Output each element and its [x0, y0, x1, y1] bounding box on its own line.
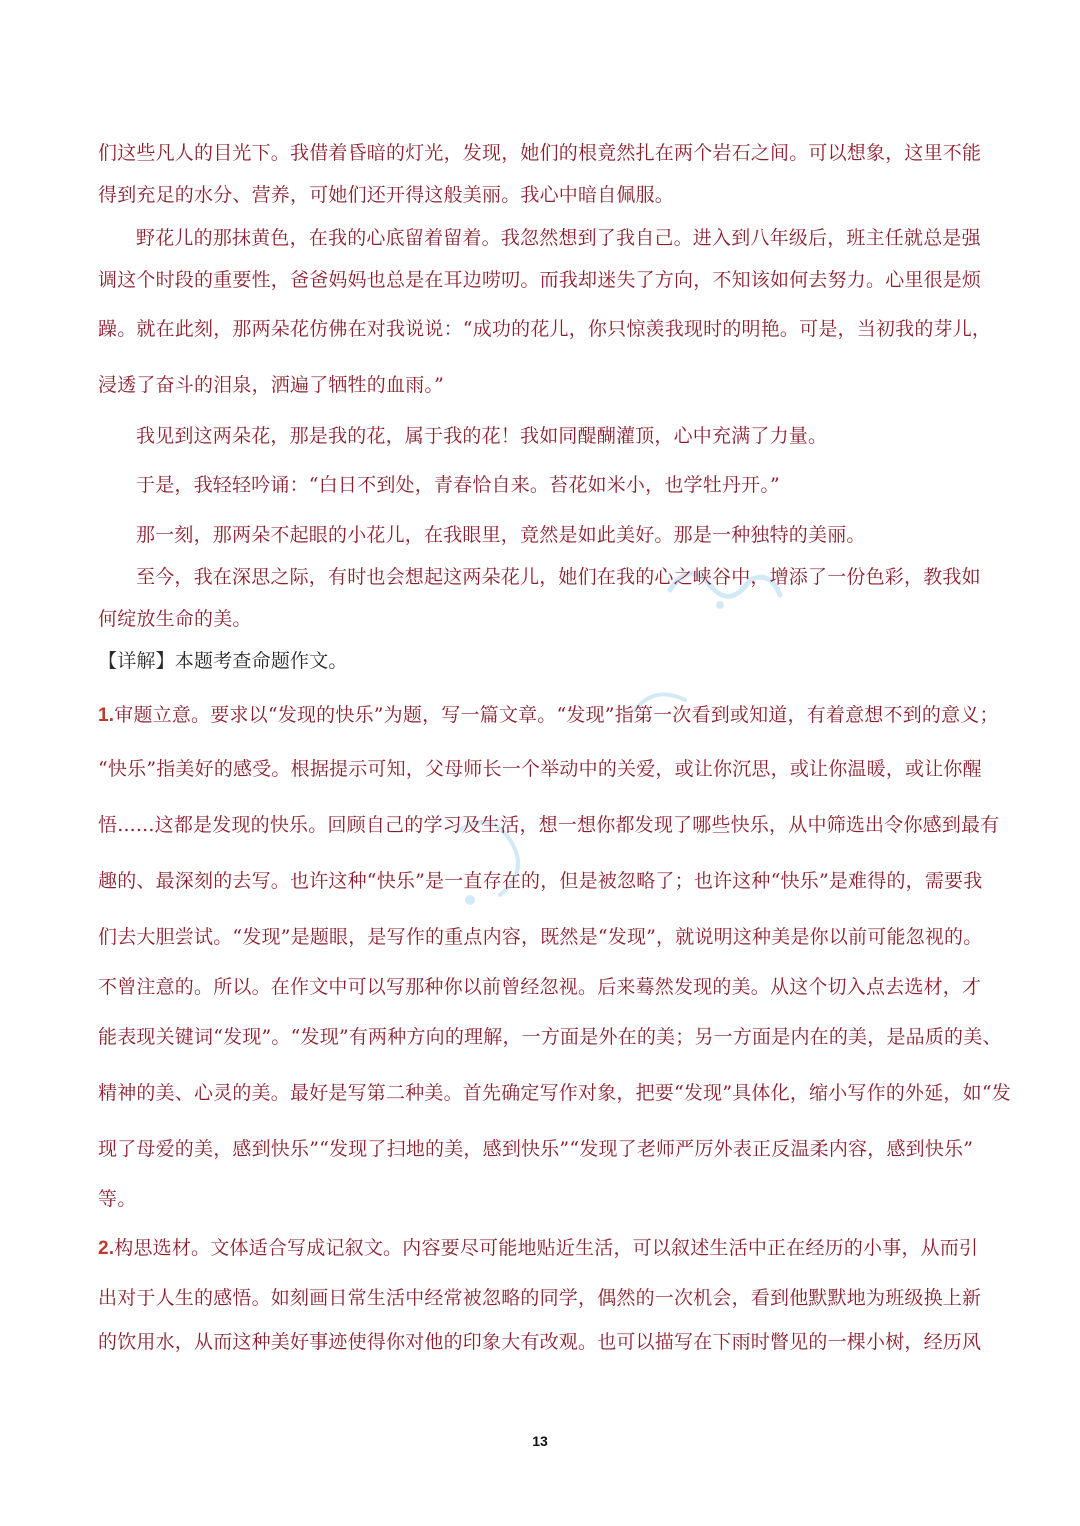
section1-line: 精神的美、心灵的美。最好是写第二种美。首先确定写作对象，把要“发现”具体化，缩小写作的外延，如“发: [98, 1082, 1011, 1104]
section1-line: 能表现关键词“发现”。“发现”有两种方向的理解，一方面是外在的美；另一方面是内在的美，是品质的美、: [98, 1026, 1002, 1048]
paragraph-line: 浸透了奋斗的泪泉，洒遍了牺牲的血雨。”: [98, 374, 445, 396]
section1-line: 趣的、最深刻的去写。也许这种“快乐”是一直存在的，但是被忽略了；也许这种“快乐”是难得的，需要我: [98, 870, 983, 892]
section1-line: “快乐”指美好的感受。根据提示可知，父母师长一个举动中的关爱，或让你沉思，或让你温暖，或让你醒: [98, 758, 982, 780]
paragraph-line: 得到充足的水分、营养，可她们还开得这般美丽。我心中暗自佩服。: [98, 184, 675, 206]
section1-line: 等。: [98, 1188, 137, 1210]
paragraph-line: 们这些凡人的目光下。我借着昏暗的灯光，发现，她们的根竟然扎在两个岩石之间。可以想象，这里不能: [98, 142, 982, 164]
paragraph-line: 至今，我在深思之际，有时也会想起这两朵花儿，她们在我的心之峡谷中，增添了一份色彩，教我如: [136, 566, 981, 588]
section2-line: [98, 1235, 988, 1262]
paragraph-line: 那一刻，那两朵不起眼的小花儿，在我眼里，竟然是如此美好。那是一种独特的美丽。: [136, 524, 866, 546]
detail-label: 【详解】: [98, 650, 175, 672]
section2-line: 出对于人生的感悟。如刻画日常生活中经常被忽略的同学，偶然的一次机会，看到他默默地为班级换上新: [98, 1287, 982, 1309]
page-number: 13: [532, 1433, 548, 1449]
section1-number: 1.: [98, 705, 115, 726]
section1-text: 审题立意。要求以“发现的快乐”为题，写一篇文章。“发现”指第一次看到或知道，有着意想不到的意义；: [114, 704, 999, 726]
detail-text: 本题考查命题作文。: [174, 650, 348, 672]
section1-line: 悟......这都是发现的快乐。回顾自己的学习及生活，想一想你都发现了哪些快乐，从中筛选出令你感到最有: [98, 814, 1000, 836]
paragraph-line: 调这个时段的重要性，爸爸妈妈也总是在耳边唠叨。而我却迷失了方向，不知该如何去努力。心里很是烦: [98, 269, 982, 291]
paragraph-line: 躁。就在此刻，那两朵花仿佛在对我说说：“成功的花儿，你只惊羡我现时的明艳。可是，当初我的芽儿，: [98, 318, 992, 340]
section1-line: [98, 702, 999, 729]
paragraph-line: 我见到这两朵花，那是我的花，属于我的花！我如同醍醐灌顶，心中充满了力量。: [136, 425, 828, 447]
paragraph-line: 于是，我轻轻吟诵：“白日不到处，青春恰自来。苔花如米小，也学牡丹开。”: [136, 474, 780, 496]
section1-line: 们去大胆尝试。“发现”是题眼，是写作的重点内容，既然是“发现”，就说明这种美是你以前可能忽视的。: [98, 926, 983, 948]
section2-line: 的饮用水，从而这种美好事迹使得你对他的印象大有改观。也可以描写在下雨时瞥见的一棵小树，经历风: [98, 1331, 982, 1353]
paragraph-line: 何绽放生命的美。: [98, 608, 252, 630]
paragraph-line: 野花儿的那抹黄色，在我的心底留着留着。我忽然想到了我自己。进入到八年级后，班主任就总是强: [136, 227, 981, 249]
section1-line: 不曾注意的。所以。在作文中可以写那种你以前曾经忽视。后来蓦然发现的美。从这个切入点去选材，才: [98, 976, 982, 998]
section1-line: 现了母爱的美，感到快乐”“发现了扫地的美，感到快乐”“发现了老师严厉外表正反温柔内容，感到快乐”: [98, 1138, 974, 1160]
section2-number: 2.: [98, 1238, 115, 1259]
detail-heading: [98, 648, 988, 674]
section2-text: 构思选材。文体适合写成记叙文。内容要尽可能地贴近生活，可以叙述生活中正在经历的小事，从而引: [114, 1237, 979, 1259]
